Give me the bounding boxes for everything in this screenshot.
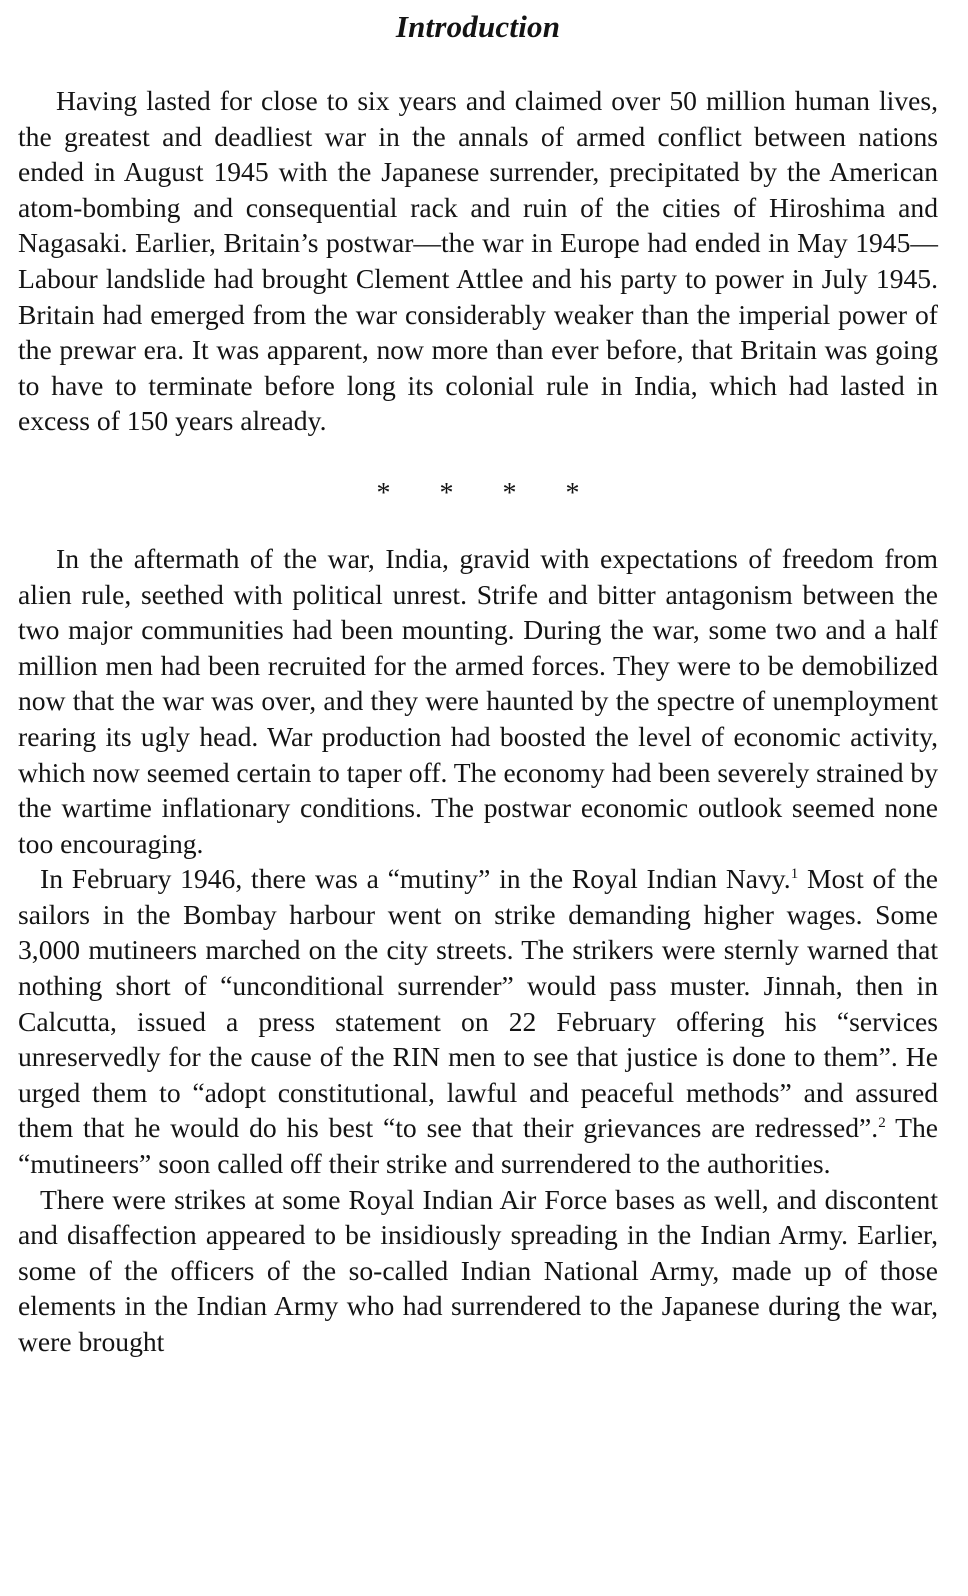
separator-asterisk: * xyxy=(502,477,517,509)
paragraph-text: In February 1946, there was a “mutiny” in the Royal Indian Navy. xyxy=(40,863,791,895)
paragraph-navy-mutiny xyxy=(18,861,938,1181)
running-head: Introduction xyxy=(395,9,561,44)
section-separator xyxy=(18,475,938,513)
book-page xyxy=(18,0,938,1360)
paragraph-air-force-strikes: There were strikes at some Royal Indian Air Force bases as well, and discontent and disaffection appeared to be insidiously spreading in the Indian Army. Earlier, some of the officers of the so-called Indian National Army, made up of those elements in the Indian Army who had surrendered to the Japanese during the war, were brought xyxy=(18,1183,938,1357)
paragraph-text: The “mutineers” soon called off their strike and surrendered to the authorities. xyxy=(18,1112,938,1180)
footnote-marker[interactable]: 1 xyxy=(790,866,799,883)
footnote-marker[interactable]: 2 xyxy=(878,1115,886,1132)
separator-asterisk: * xyxy=(565,477,580,509)
paragraph-war-ended: Having lasted for close to six years and claimed over 50 million human lives, the greatest and deadliest war in the annals of armed conflict between nations ended in August 1945 with the Japanese surrender, precipitated by the American atom-bombing and consequential rack and ruin of the cities of Hiroshima and Nagasaki. Earlier, Britain’s postwar—the war in Europe had ended in May 1945—Labour landslide had brought Clement Attlee and his party to power in July 1945. Britain had emerged from the war considerably weaker than the imperial power of the prewar era. It was apparent, now more than ever before, that Britain was going to have to terminate before long its colonial rule in India, which had lasted in excess of 150 years already. xyxy=(18,85,938,437)
paragraph-aftermath: In the aftermath of the war, India, gravid with expectations of freedom from alien rule, seethed with political unrest. Strife and bitter antagonism between the two major communities had been mounting. During the war, some two and a half million men had been recruited for the armed forces. They were to be demobilized now that the war was over, and they were haunted by the spectre of unemployment rearing its ugly head. War production had boosted the level of economic activity, which now seemed certain to taper off. The economy had been severely strained by the wartime inflationary conditions. The postwar economic outlook seemed none too encouraging. xyxy=(18,542,938,859)
paragraph-text: Most of the sailors in the Bombay harbour went on strike demanding higher wages. Some 3,000 mutineers marched on the city streets. The strikers were sternly warned that nothing short of “unconditional surrender” would pass muster. Jinnah, then in Calcutta, issued a press statement on 22 February offering his “services unreservedly for the cause of the RIN men to see that justice is done to them”. He urged them to “adopt constitutional, lawful and peaceful methods” and assured them that he would do his best “to see that their grievances are redressed”. xyxy=(18,863,938,1144)
separator-asterisk: * xyxy=(439,477,454,509)
separator-asterisk: * xyxy=(376,477,391,509)
